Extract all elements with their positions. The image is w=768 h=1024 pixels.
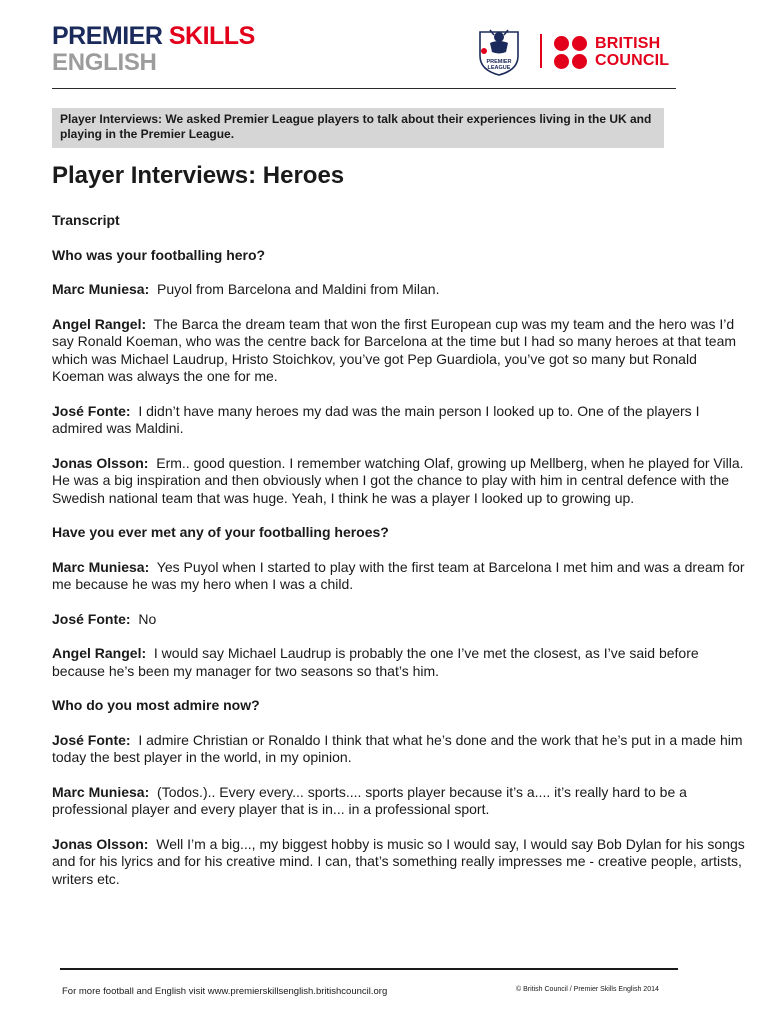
answer-text: I admire Christian or Ronaldo I think that what he’s done and the work that he’s put in a made him today the best player in the world, in my opinion. — [52, 731, 743, 765]
speaker-name: José Fonte: — [52, 610, 131, 627]
answer-text: Well I’m a big..., my biggest hobby is music so I would say, I would say Bob Dylan for his songs and for his lyrics and for his creative mind. I can, that’s something really impresses me - creative people, artists, writers etc. — [52, 835, 745, 887]
answer-paragraph — [52, 316, 752, 386]
intro-summary-box: Player Interviews: We asked Premier League players to talk about their experiences living in the UK and playing in the Premier League. — [52, 108, 664, 148]
answer-text: Erm.. good question. I remember watching Olaf, growing up Mellberg, when he played for Villa. He was a big inspiration and then obviously when I got the chance to play with him in central defence with the Swedish national team that was huge. Yeah, I think he was a player I looked up to growing up. — [52, 454, 744, 506]
question-heading: Who was your footballing hero? — [52, 246, 266, 263]
answer-paragraph — [52, 732, 752, 767]
brand-word-english: ENGLISH — [52, 49, 157, 76]
svg-text:LEAGUE: LEAGUE — [487, 65, 511, 71]
answer-paragraph — [52, 403, 752, 438]
answer-text: (Todos.).. Every every... sports.... sports player because it’s a.... it’s really hard to be a professional player and every player that is in... in a professional sport. — [52, 783, 687, 817]
footer-website-note: For more football and English visit www.premierskillsenglish.britishcouncil.org — [62, 986, 388, 997]
speaker-name: Jonas Olsson: — [52, 835, 149, 852]
logo-divider — [540, 34, 542, 68]
answer-text: No — [138, 610, 157, 627]
transcript-body — [52, 212, 752, 905]
answer-text: Yes Puyol when I started to play with the first team at Barcelona I met him and was a dream for me because he was my hero when I was a child. — [52, 558, 745, 592]
speaker-name: Angel Rangel: — [52, 645, 147, 661]
speaker-name: Marc Muniesa: — [52, 783, 150, 800]
answer-paragraph — [52, 281, 752, 299]
speaker-name: Jonas Olsson: — [52, 454, 149, 471]
speaker-name: José Fonte: — [52, 731, 131, 748]
answer-paragraph — [52, 784, 752, 819]
answer-paragraph — [52, 645, 752, 680]
transcript-heading: Transcript — [52, 212, 120, 228]
brand-word-premier: PREMIER — [52, 22, 163, 50]
premier-league-wordmark: PREMIER — [486, 59, 512, 65]
answer-text: I didn’t have many heroes my dad was the main person I looked up to. One of the players I admired was Maldini. — [52, 402, 700, 436]
header-divider — [52, 88, 676, 89]
answer-paragraph — [52, 611, 752, 629]
question-heading: Who do you most admire now? — [52, 697, 260, 713]
footer-copyright: © British Council / Premier Skills English 2014 — [516, 986, 659, 993]
premier-skills-english-logo — [52, 24, 255, 75]
answer-text: I would say Michael Laudrup is probably the one I’ve met the closest, as I’ve said before because he’s been my manager for two seasons so that’s him. — [52, 645, 699, 679]
question-heading: Have you ever met any of your footballing heroes? — [52, 524, 389, 540]
british-council-logo — [554, 35, 694, 71]
answer-text: The Barca the dream team that won the first European cup was my team and the hero was I’d say Ronald Koeman, who was the centre back for Barcelona at the time but I had so many heroes at that team which was Michael Laudrup, Hristo Stoichkov, you’ve got Pep Guardiola, you’ve got so many but Ronald Koeman was always the one for me. — [52, 315, 737, 384]
speaker-name: José Fonte: — [52, 402, 131, 419]
speaker-name: Angel Rangel: — [52, 315, 147, 332]
speaker-name: Marc Muniesa: — [52, 281, 150, 297]
british-council-dots-icon — [554, 36, 590, 70]
british-council-wordmark: BRITISH COUNCIL — [595, 35, 670, 69]
premier-league-lion-crest-icon — [472, 26, 526, 76]
speaker-name: Marc Muniesa: — [52, 558, 150, 575]
brand-word-skills: SKILLS — [168, 22, 255, 50]
page-title: Player Interviews: Heroes — [52, 162, 345, 189]
answer-text: Puyol from Barcelona and Maldini from Milan. — [157, 281, 440, 297]
answer-paragraph — [52, 559, 752, 594]
answer-paragraph — [52, 455, 752, 508]
footer-divider — [60, 968, 678, 970]
answer-paragraph — [52, 836, 752, 889]
